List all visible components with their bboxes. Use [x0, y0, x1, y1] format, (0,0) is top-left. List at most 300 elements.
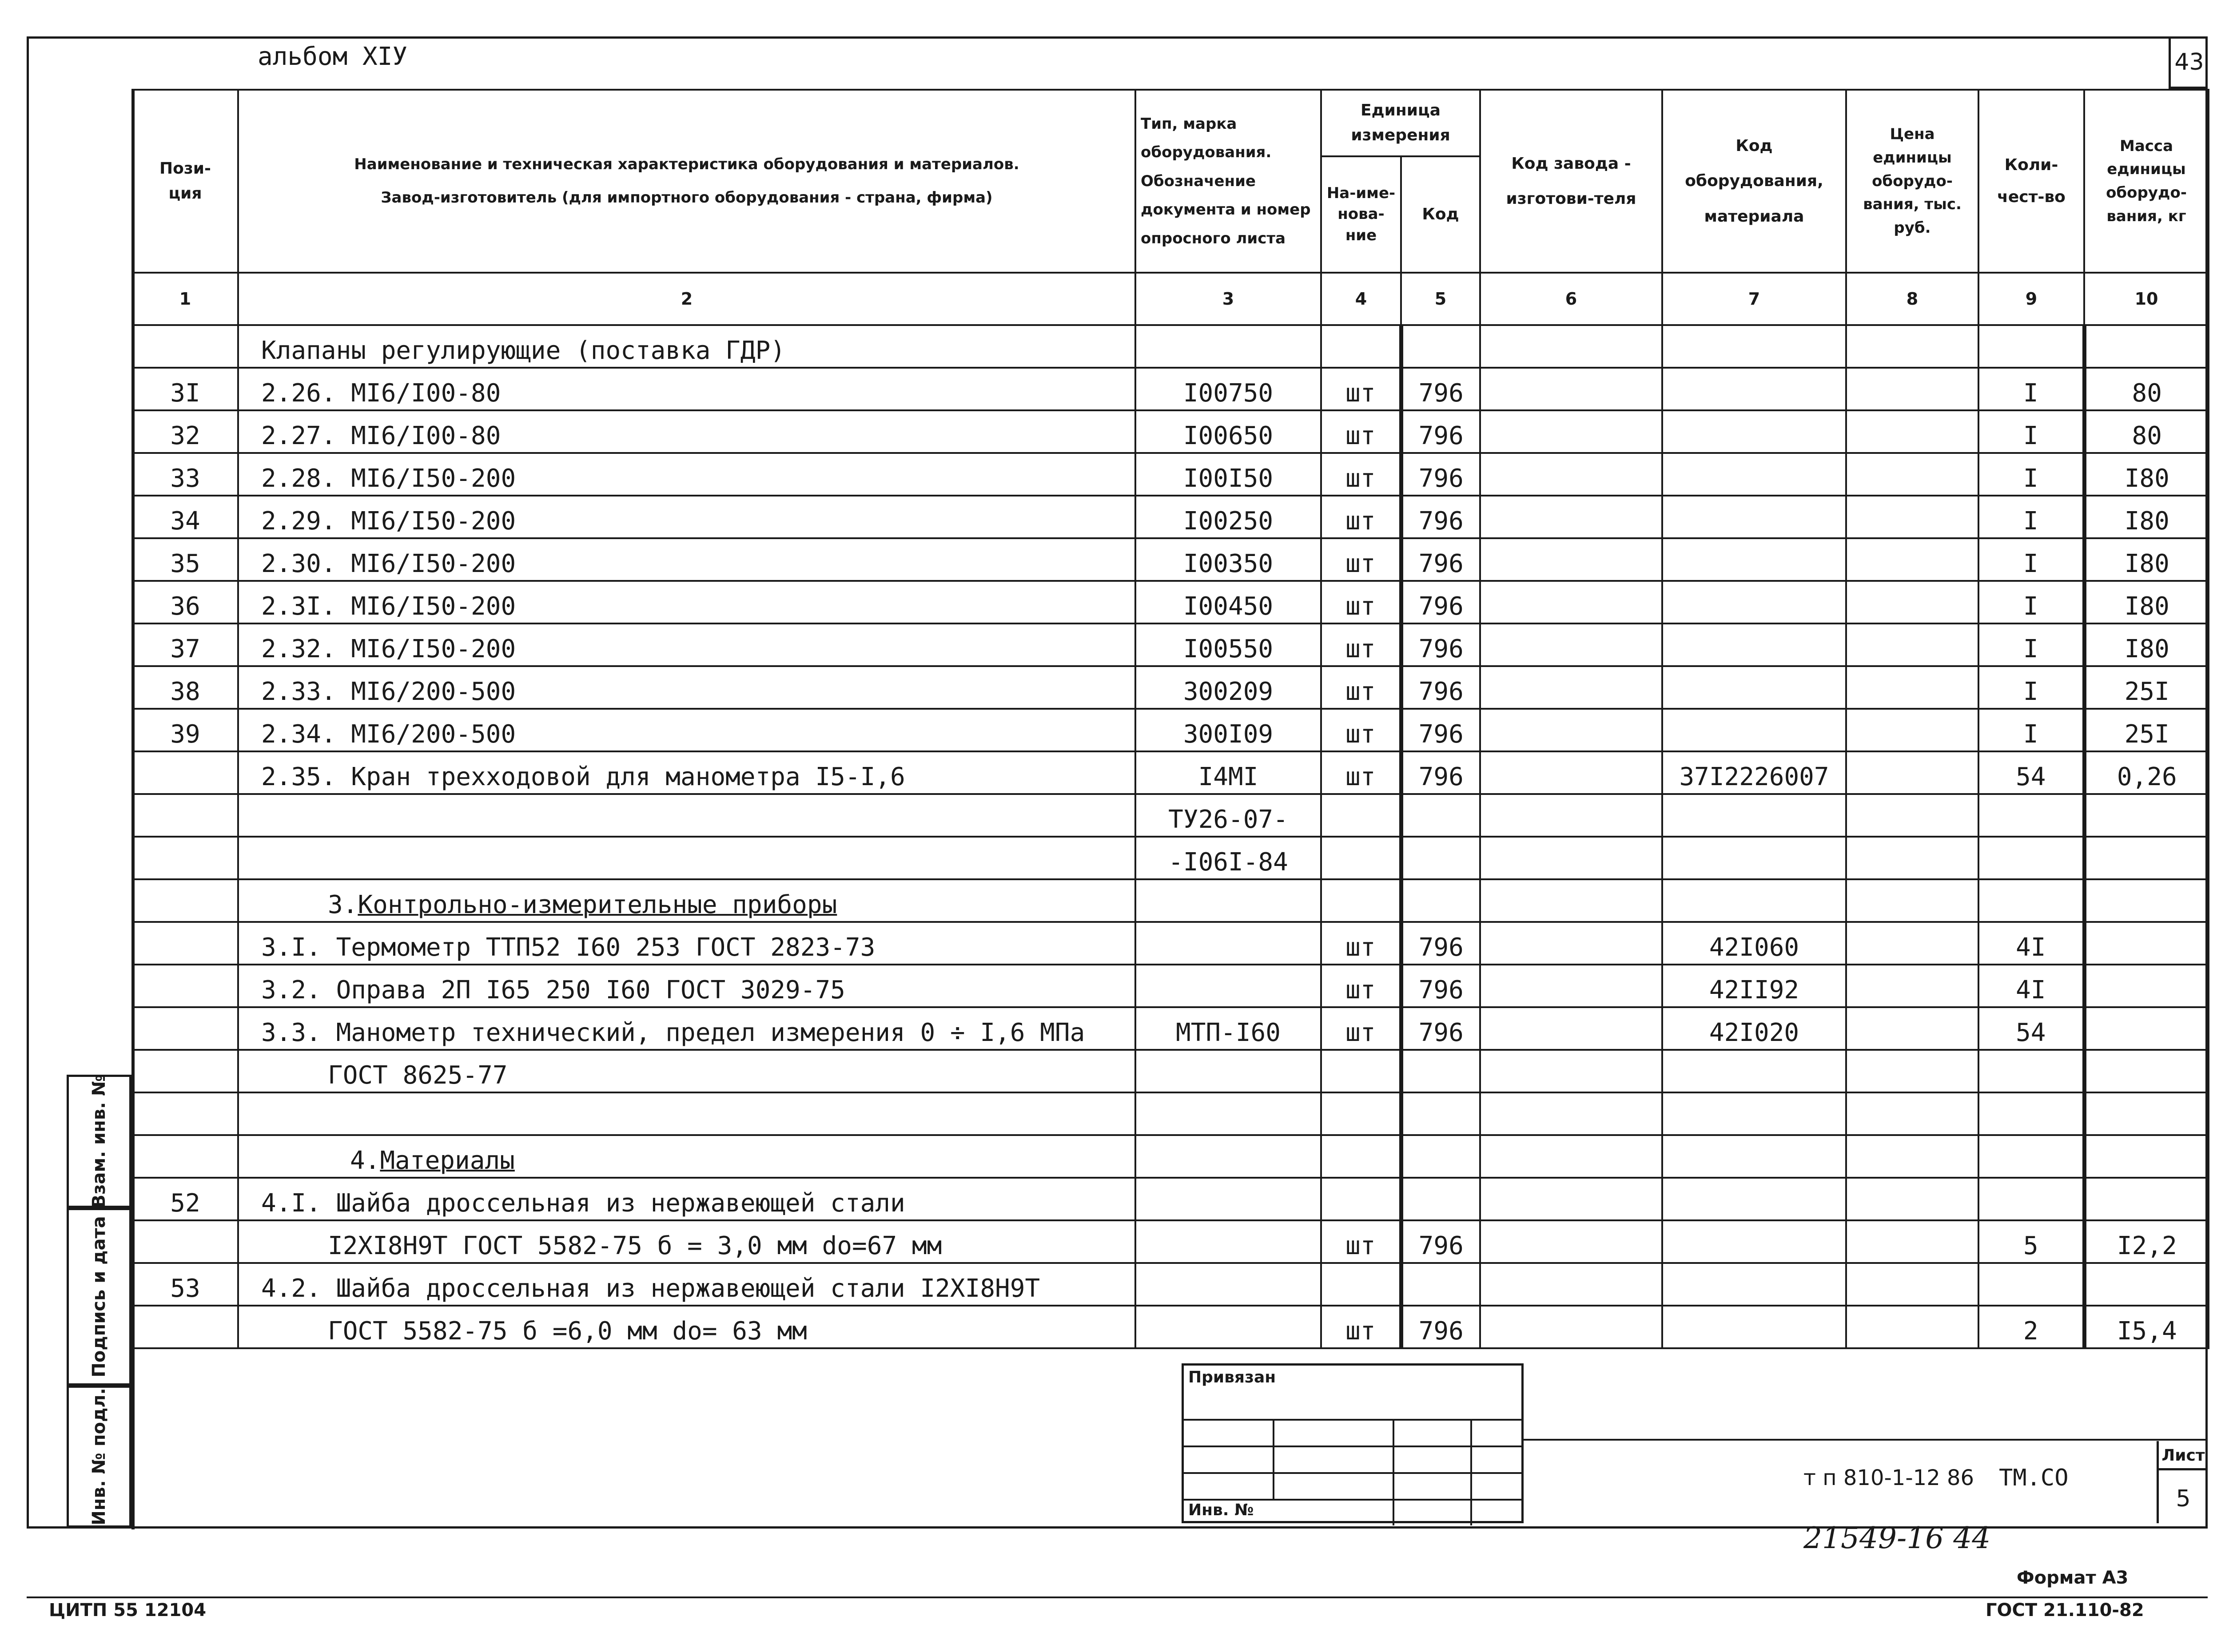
quantity-cell: 54 — [1978, 1007, 2084, 1050]
table-row — [132, 709, 2209, 751]
header-equipment-code: Код оборудования, материала — [1662, 90, 1846, 273]
unit-code-cell: 796 — [1401, 666, 1480, 709]
quantity-cell: I — [1978, 709, 2084, 751]
stamp-privyazan: Привязан — [1188, 1368, 1276, 1386]
plant-code-cell — [1480, 1220, 1662, 1263]
header-unit-name: На-име-нова-ние — [1321, 156, 1401, 273]
stamp-inv-no: Инв. № — [1188, 1501, 1254, 1519]
unit-code-cell: 796 — [1401, 410, 1480, 453]
section-title: Контрольно-измерительные приборы — [358, 890, 837, 919]
header-name: Наименование и техническая характеристика оборудования и материалов. Завод-изготовитель (для импортного оборудования - страна, фирма) — [238, 90, 1135, 273]
mass-cell — [2084, 837, 2209, 879]
column-number: 1 — [132, 273, 238, 325]
unit-code-cell — [1401, 837, 1480, 879]
footer-left: ЦИТП 55 12104 — [49, 1600, 207, 1620]
type-cell: I00250 — [1135, 496, 1321, 538]
quantity-cell: 4I — [1978, 922, 2084, 965]
footer-right: ГОСТ 21.110-82 — [1986, 1600, 2144, 1620]
mass-cell: I80 — [2084, 538, 2209, 581]
type-cell: -I06I-84 — [1135, 837, 1321, 879]
unit-cell: шт — [1321, 709, 1401, 751]
header-mass: Масса единицы оборудо-вания, кг — [2084, 90, 2209, 273]
mass-cell: 80 — [2084, 368, 2209, 410]
table-row — [132, 1220, 2209, 1263]
mass-cell — [2084, 922, 2209, 965]
column-number: 2 — [238, 273, 1135, 325]
position-cell — [132, 1007, 238, 1050]
equipment-code-cell — [1662, 1050, 1846, 1092]
equipment-code-cell — [1662, 666, 1846, 709]
table-row — [132, 837, 2209, 879]
header-price: Цена единицы оборудо-вания, тыс. руб. — [1846, 90, 1978, 273]
price-cell — [1846, 1306, 1978, 1348]
side-label-inv-podl: Инв. № подл. — [89, 1388, 109, 1525]
unit-cell: шт — [1321, 1220, 1401, 1263]
table-row — [132, 453, 2209, 496]
album-label: альбом XIУ — [258, 42, 408, 71]
position-cell: 33 — [132, 453, 238, 496]
plant-code-cell — [1480, 922, 1662, 965]
header-plant-code: Код завода - изготови-теля — [1480, 90, 1662, 273]
name-cell: 4.I. Шайба дроссельная из нержавеющей стали — [238, 1178, 1135, 1220]
position-cell — [132, 1135, 238, 1178]
quantity-cell — [1978, 879, 2084, 922]
mass-cell: I2,2 — [2084, 1220, 2209, 1263]
quantity-cell — [1978, 1178, 2084, 1220]
quantity-cell — [1978, 794, 2084, 837]
unit-cell — [1321, 837, 1401, 879]
name-cell: 2.33. МI6/200-500 — [238, 666, 1135, 709]
page-number: 43 — [2169, 38, 2208, 89]
name-cell: 2.28. МI6/I50-200 — [238, 453, 1135, 496]
table-row — [132, 1263, 2209, 1306]
quantity-cell: I — [1978, 410, 2084, 453]
position-cell — [132, 794, 238, 837]
name-cell: 3.3. Манометр технический, предел измерения 0 ÷ I,6 МПа — [238, 1007, 1135, 1050]
plant-code-cell — [1480, 1178, 1662, 1220]
price-cell — [1846, 1220, 1978, 1263]
quantity-cell: 54 — [1978, 751, 2084, 794]
table-row — [132, 794, 2209, 837]
position-cell — [132, 879, 238, 922]
equipment-code-cell — [1662, 538, 1846, 581]
type-cell — [1135, 1135, 1321, 1178]
price-cell — [1846, 410, 1978, 453]
position-cell — [132, 325, 238, 368]
type-cell — [1135, 1092, 1321, 1135]
plant-code-cell — [1480, 751, 1662, 794]
type-cell: I00550 — [1135, 623, 1321, 666]
plant-code-cell — [1480, 1135, 1662, 1178]
name-cell — [238, 837, 1135, 879]
unit-cell: шт — [1321, 538, 1401, 581]
mass-cell — [2084, 965, 2209, 1007]
equipment-code-cell: 37I2226007 — [1662, 751, 1846, 794]
unit-code-cell — [1401, 879, 1480, 922]
quantity-cell: I — [1978, 496, 2084, 538]
equipment-code-cell — [1662, 794, 1846, 837]
equipment-code-cell — [1662, 1178, 1846, 1220]
plant-code-cell — [1480, 794, 1662, 837]
side-stamp-podpis — [67, 1208, 131, 1386]
type-cell: I4МI — [1135, 751, 1321, 794]
position-cell — [132, 1050, 238, 1092]
equipment-code-cell: 42I060 — [1662, 922, 1846, 965]
unit-code-cell: 796 — [1401, 965, 1480, 1007]
price-cell — [1846, 496, 1978, 538]
name-cell: 2.34. МI6/200-500 — [238, 709, 1135, 751]
name-cell: 3.2. Оправа 2П I65 250 I60 ГОСТ 3029-75 — [238, 965, 1135, 1007]
plant-code-cell — [1480, 666, 1662, 709]
equipment-code-cell — [1662, 325, 1846, 368]
unit-code-cell: 796 — [1401, 709, 1480, 751]
mass-cell: 25I — [2084, 666, 2209, 709]
table-row — [132, 1092, 2209, 1135]
header-unit-code: Код — [1401, 156, 1480, 273]
table-row — [132, 922, 2209, 965]
table-row — [132, 1007, 2209, 1050]
unit-code-cell — [1401, 1050, 1480, 1092]
name-cell — [238, 794, 1135, 837]
column-number: 6 — [1480, 273, 1662, 325]
type-cell: I00I50 — [1135, 453, 1321, 496]
unit-cell: шт — [1321, 623, 1401, 666]
side-stamp-inv-podl — [67, 1386, 131, 1528]
table-row — [132, 581, 2209, 623]
name-cell: ГОСТ 8625-77 — [238, 1050, 1135, 1092]
position-cell: 52 — [132, 1178, 238, 1220]
handwritten-number: 21549-16 44 — [1803, 1521, 1991, 1555]
table-row — [132, 368, 2209, 410]
document-suffix: ТМ.СО — [1999, 1465, 2069, 1491]
header-type: Тип, марка оборудования. Обозначение документа и номер опросного листа — [1135, 90, 1321, 273]
document-code: т п 810-1-12 86 — [1803, 1465, 1974, 1490]
type-cell — [1135, 1306, 1321, 1348]
unit-cell — [1321, 1263, 1401, 1306]
unit-cell: шт — [1321, 666, 1401, 709]
quantity-cell: I — [1978, 581, 2084, 623]
name-cell: ГОСТ 5582-75 б =6,0 мм do= 63 мм — [238, 1306, 1135, 1348]
type-cell: 300209 — [1135, 666, 1321, 709]
table-row — [132, 538, 2209, 581]
unit-cell — [1321, 1135, 1401, 1178]
quantity-cell: I — [1978, 666, 2084, 709]
mass-cell: I80 — [2084, 623, 2209, 666]
price-cell — [1846, 1135, 1978, 1178]
position-cell: 32 — [132, 410, 238, 453]
table-row — [132, 623, 2209, 666]
side-label-vzam: Взам. инв. № — [89, 1074, 109, 1208]
equipment-code-cell — [1662, 879, 1846, 922]
type-cell: I00650 — [1135, 410, 1321, 453]
plant-code-cell — [1480, 709, 1662, 751]
unit-code-cell — [1401, 1263, 1480, 1306]
mass-cell: I80 — [2084, 496, 2209, 538]
plant-code-cell — [1480, 368, 1662, 410]
price-cell — [1846, 453, 1978, 496]
mass-cell: 0,26 — [2084, 751, 2209, 794]
equipment-code-cell — [1662, 368, 1846, 410]
name-cell — [238, 1092, 1135, 1135]
unit-cell: шт — [1321, 1007, 1401, 1050]
plant-code-cell — [1480, 496, 1662, 538]
name-cell: 2.26. МI6/I00-80 — [238, 368, 1135, 410]
unit-cell — [1321, 1178, 1401, 1220]
unit-cell — [1321, 1050, 1401, 1092]
column-number: 10 — [2084, 273, 2209, 325]
column-number: 3 — [1135, 273, 1321, 325]
type-cell: I00350 — [1135, 538, 1321, 581]
position-cell — [132, 1220, 238, 1263]
quantity-cell — [1978, 1092, 2084, 1135]
mass-cell — [2084, 1263, 2209, 1306]
unit-code-cell: 796 — [1401, 751, 1480, 794]
quantity-cell: 4I — [1978, 965, 2084, 1007]
type-cell — [1135, 965, 1321, 1007]
stamp-rule — [1393, 1419, 1394, 1525]
mass-cell — [2084, 1007, 2209, 1050]
price-cell — [1846, 1178, 1978, 1220]
sheet-number: 5 — [2176, 1485, 2191, 1512]
unit-code-cell: 796 — [1401, 922, 1480, 965]
column-number: 9 — [1978, 273, 2084, 325]
plant-code-cell — [1480, 581, 1662, 623]
unit-code-cell: 796 — [1401, 1220, 1480, 1263]
header-position: Пози- ция — [132, 90, 238, 273]
position-cell: 37 — [132, 623, 238, 666]
unit-cell: шт — [1321, 965, 1401, 1007]
equipment-code-cell — [1662, 837, 1846, 879]
position-cell: 39 — [132, 709, 238, 751]
name-cell — [238, 1135, 1135, 1178]
table-row — [132, 1135, 2209, 1178]
type-cell — [1135, 1263, 1321, 1306]
unit-cell — [1321, 325, 1401, 368]
equipment-code-cell — [1662, 1135, 1846, 1178]
type-cell — [1135, 922, 1321, 965]
unit-cell — [1321, 879, 1401, 922]
section-title: Материалы — [380, 1146, 515, 1175]
price-cell — [1846, 325, 1978, 368]
plant-code-cell — [1480, 837, 1662, 879]
unit-code-cell: 796 — [1401, 581, 1480, 623]
mass-cell: 25I — [2084, 709, 2209, 751]
quantity-cell: I — [1978, 538, 2084, 581]
equipment-code-cell — [1662, 623, 1846, 666]
quantity-cell — [1978, 837, 2084, 879]
plant-code-cell — [1480, 1007, 1662, 1050]
unit-cell: шт — [1321, 496, 1401, 538]
mass-cell — [2084, 879, 2209, 922]
price-cell — [1846, 751, 1978, 794]
quantity-cell: 2 — [1978, 1306, 2084, 1348]
position-cell — [132, 751, 238, 794]
price-cell — [1846, 1007, 1978, 1050]
price-cell — [1846, 1050, 1978, 1092]
column-number: 4 — [1321, 273, 1401, 325]
unit-code-cell — [1401, 1178, 1480, 1220]
type-cell — [1135, 1220, 1321, 1263]
name-cell: I2XI8H9T ГОСТ 5582-75 б = 3,0 мм do=67 мм — [238, 1220, 1135, 1263]
column-number: 8 — [1846, 273, 1978, 325]
position-cell — [132, 1092, 238, 1135]
position-cell: 38 — [132, 666, 238, 709]
mass-cell — [2084, 325, 2209, 368]
unit-code-cell — [1401, 794, 1480, 837]
equipment-code-cell — [1662, 1306, 1846, 1348]
sheet-box — [2157, 1441, 2208, 1523]
equipment-code-cell — [1662, 1092, 1846, 1135]
unit-cell: шт — [1321, 922, 1401, 965]
equipment-code-cell — [1662, 709, 1846, 751]
mass-cell — [2084, 1135, 2209, 1178]
table-row — [132, 496, 2209, 538]
mass-cell — [2084, 1178, 2209, 1220]
side-label-podpis: Подпись и дата — [89, 1216, 109, 1378]
unit-code-cell: 796 — [1401, 623, 1480, 666]
title-block-rule — [1524, 1439, 2208, 1441]
column-number: 5 — [1401, 273, 1480, 325]
mass-cell — [2084, 1092, 2209, 1135]
quantity-cell: I — [1978, 368, 2084, 410]
unit-code-cell — [1401, 1135, 1480, 1178]
footer-rule — [27, 1596, 2208, 1598]
quantity-cell — [1978, 325, 2084, 368]
position-cell: 3I — [132, 368, 238, 410]
plant-code-cell — [1480, 623, 1662, 666]
unit-code-cell: 796 — [1401, 496, 1480, 538]
mass-cell: I5,4 — [2084, 1306, 2209, 1348]
quantity-cell — [1978, 1050, 2084, 1092]
name-cell: 3.I. Термометр ТТП52 I60 253 ГОСТ 2823-73 — [238, 922, 1135, 965]
price-cell — [1846, 538, 1978, 581]
type-cell: I00450 — [1135, 581, 1321, 623]
table-row — [132, 879, 2209, 922]
type-cell: I00750 — [1135, 368, 1321, 410]
unit-cell — [1321, 794, 1401, 837]
price-cell — [1846, 368, 1978, 410]
position-cell: 34 — [132, 496, 238, 538]
price-cell — [1846, 709, 1978, 751]
quantity-cell: I — [1978, 453, 2084, 496]
unit-cell: шт — [1321, 368, 1401, 410]
position-cell — [132, 922, 238, 965]
plant-code-cell — [1480, 1050, 1662, 1092]
unit-code-cell — [1401, 325, 1480, 368]
column-number: 7 — [1662, 273, 1846, 325]
equipment-code-cell: 42II92 — [1662, 965, 1846, 1007]
table-row — [132, 410, 2209, 453]
quantity-cell — [1978, 1135, 2084, 1178]
position-cell: 53 — [132, 1263, 238, 1306]
position-cell — [132, 837, 238, 879]
name-cell: 2.32. МI6/I50-200 — [238, 623, 1135, 666]
price-cell — [1846, 922, 1978, 965]
unit-code-cell: 796 — [1401, 368, 1480, 410]
type-cell — [1135, 325, 1321, 368]
price-cell — [1846, 837, 1978, 879]
plant-code-cell — [1480, 1092, 1662, 1135]
name-cell — [238, 879, 1135, 922]
table-row — [132, 1306, 2209, 1348]
quantity-cell: I — [1978, 623, 2084, 666]
table-row — [132, 666, 2209, 709]
mass-cell: 80 — [2084, 410, 2209, 453]
table-row — [132, 325, 2209, 368]
side-stamp-vzam — [67, 1075, 131, 1208]
type-cell: ТУ26-07- — [1135, 794, 1321, 837]
type-cell: 300I09 — [1135, 709, 1321, 751]
section-number: 4. — [350, 1146, 380, 1175]
unit-cell: шт — [1321, 1306, 1401, 1348]
header-unit-group: Единица измерения — [1321, 90, 1480, 156]
name-cell: Клапаны регулирующие (поставка ГДР) — [238, 325, 1135, 368]
type-cell — [1135, 879, 1321, 922]
equipment-code-cell — [1662, 453, 1846, 496]
price-cell — [1846, 666, 1978, 709]
name-cell: 4.2. Шайба дроссельная из нержавеющей стали I2XI8H9T — [238, 1263, 1135, 1306]
table-row — [132, 751, 2209, 794]
format-label: Формат А3 — [2017, 1568, 2129, 1588]
unit-code-cell: 796 — [1401, 1007, 1480, 1050]
quantity-cell — [1978, 1263, 2084, 1306]
unit-cell: шт — [1321, 410, 1401, 453]
name-cell: 2.3I. МI6/I50-200 — [238, 581, 1135, 623]
equipment-code-cell — [1662, 581, 1846, 623]
name-cell: 2.35. Кран трехходовой для манометра I5-I,6 — [238, 751, 1135, 794]
binding-stamp — [1182, 1363, 1524, 1523]
plant-code-cell — [1480, 1263, 1662, 1306]
unit-cell: шт — [1321, 453, 1401, 496]
plant-code-cell — [1480, 325, 1662, 368]
price-cell — [1846, 1092, 1978, 1135]
position-cell: 36 — [132, 581, 238, 623]
equipment-code-cell: 42I020 — [1662, 1007, 1846, 1050]
mass-cell: I80 — [2084, 453, 2209, 496]
name-cell: 2.29. МI6/I50-200 — [238, 496, 1135, 538]
table-row — [132, 1178, 2209, 1220]
price-cell — [1846, 879, 1978, 922]
unit-code-cell: 796 — [1401, 538, 1480, 581]
section-number: 3. — [328, 890, 358, 919]
position-cell — [132, 1306, 238, 1348]
price-cell — [1846, 581, 1978, 623]
equipment-code-cell — [1662, 496, 1846, 538]
price-cell — [1846, 794, 1978, 837]
plant-code-cell — [1480, 410, 1662, 453]
price-cell — [1846, 965, 1978, 1007]
type-cell — [1135, 1178, 1321, 1220]
name-cell: 2.30. МI6/I50-200 — [238, 538, 1135, 581]
mass-cell: I80 — [2084, 581, 2209, 623]
stamp-rule — [1273, 1419, 1274, 1499]
plant-code-cell — [1480, 879, 1662, 922]
plant-code-cell — [1480, 1306, 1662, 1348]
unit-code-cell — [1401, 1092, 1480, 1135]
plant-code-cell — [1480, 965, 1662, 1007]
type-cell: МТП-I60 — [1135, 1007, 1321, 1050]
price-cell — [1846, 1263, 1978, 1306]
specification-table — [131, 89, 2209, 1349]
unit-code-cell: 796 — [1401, 453, 1480, 496]
equipment-code-cell — [1662, 1220, 1846, 1263]
position-cell: 35 — [132, 538, 238, 581]
header-quantity: Коли-чест-во — [1978, 90, 2084, 273]
plant-code-cell — [1480, 453, 1662, 496]
sheet-label: Лист — [2159, 1446, 2208, 1470]
unit-cell — [1321, 1092, 1401, 1135]
plant-code-cell — [1480, 538, 1662, 581]
